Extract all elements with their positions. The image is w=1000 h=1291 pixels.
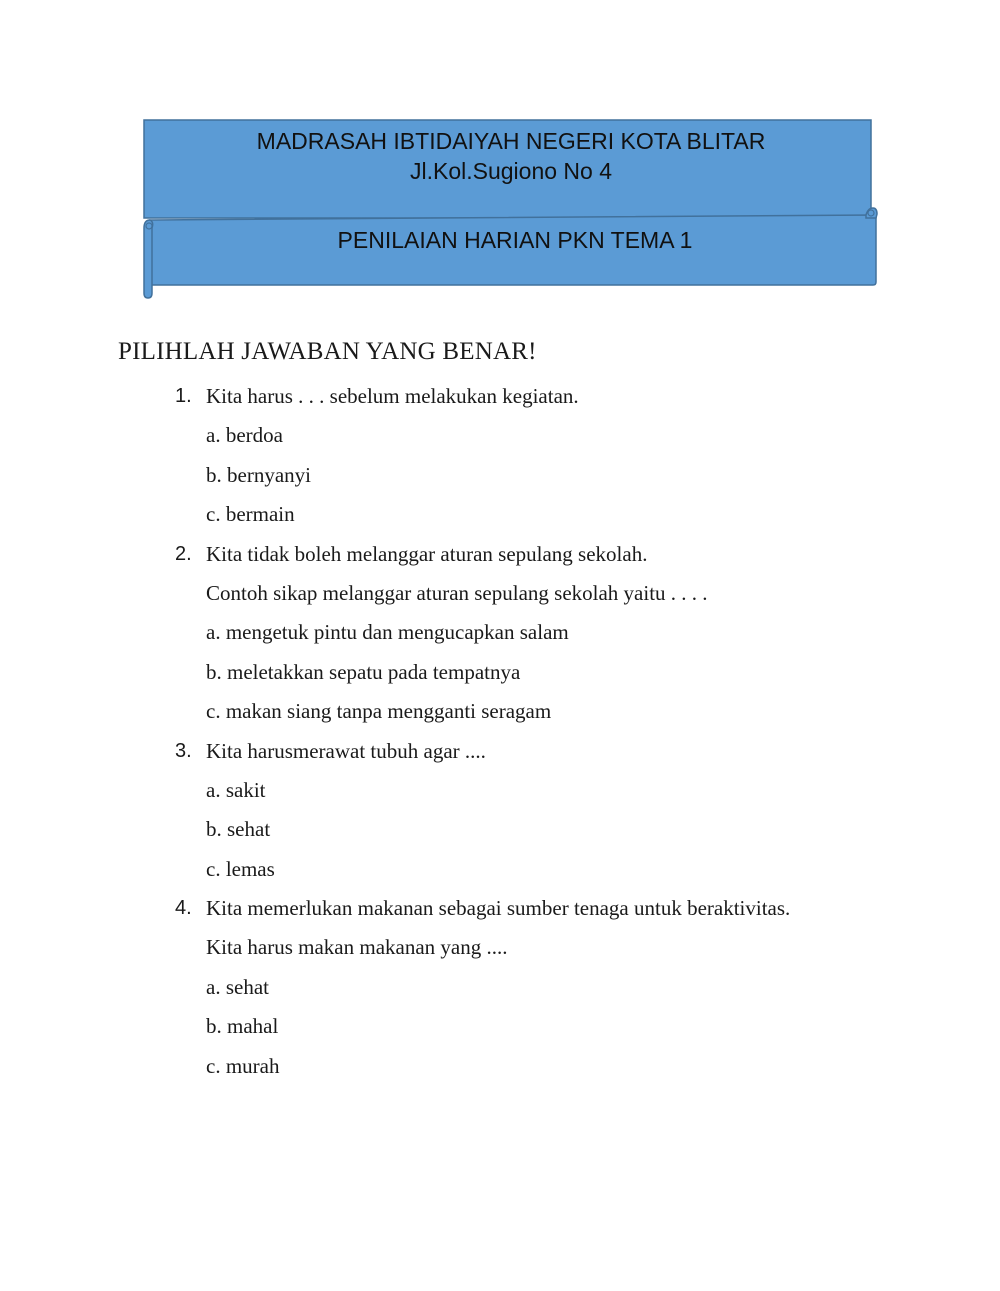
- answer-option[interactable]: [0, 972, 1000, 1011]
- question-row: [0, 893, 1000, 932]
- instruction-heading: PILIHLAH JAWABAN YANG BENAR!: [118, 338, 537, 365]
- answer-option-label: c. bermain: [206, 502, 295, 527]
- answer-option-label: c. lemas: [206, 856, 275, 881]
- answer-option-label: a. sehat: [206, 974, 269, 999]
- header-banner: [140, 118, 882, 300]
- question-text: Kita harus . . . sebelum melakukan kegiatan.: [206, 384, 579, 408]
- answer-option-label: b. bernyanyi: [206, 462, 311, 487]
- question-continuation-row: [0, 932, 1000, 971]
- answer-option-label: c. makan siang tanpa mengganti seragam: [206, 699, 552, 724]
- answer-option-label: b. meletakkan sepatu pada tempatnya: [206, 659, 521, 684]
- answer-option[interactable]: [0, 1051, 1000, 1090]
- answer-option-label: a. berdoa: [206, 423, 283, 448]
- answer-option[interactable]: [0, 657, 1000, 696]
- answer-option[interactable]: [0, 775, 1000, 814]
- question-number: 4.: [175, 897, 192, 920]
- answer-option[interactable]: [0, 814, 1000, 853]
- question-text: Kita harus makan makanan yang ....: [206, 935, 508, 960]
- question-number: 1.: [175, 385, 192, 407]
- answer-option[interactable]: [0, 460, 1000, 499]
- question-row: [0, 736, 1000, 775]
- question-text: Kita tidak boleh melanggar aturan sepulang sekolah.: [206, 541, 648, 566]
- exam-title: PENILAIAN HARIAN PKN TEMA 1: [337, 227, 693, 253]
- answer-option[interactable]: [0, 696, 1000, 735]
- answer-option[interactable]: [0, 854, 1000, 893]
- answer-option-label: a. mengetuk pintu dan mengucapkan salam: [206, 620, 569, 645]
- answer-option[interactable]: [0, 617, 1000, 656]
- answer-option-label: c. murah: [206, 1053, 280, 1078]
- question-continuation-row: [0, 578, 1000, 617]
- answer-option[interactable]: [0, 1011, 1000, 1050]
- question-number: 3.: [175, 739, 192, 762]
- answer-option[interactable]: [0, 499, 1000, 538]
- school-address: Jl.Kol.Sugiono No 4: [409, 158, 612, 184]
- question-list: [0, 381, 1000, 1090]
- answer-option-label: b. mahal: [206, 1014, 279, 1039]
- answer-option-label: b. sehat: [206, 817, 271, 842]
- question-row: [0, 539, 1000, 578]
- question-text: Kita harusmerawat tubuh agar ....: [206, 738, 486, 763]
- question-text: Kita memerlukan makanan sebagai sumber tenaga untuk beraktivitas.: [206, 896, 791, 921]
- question-text: Contoh sikap melanggar aturan sepulang sekolah yaitu . . . .: [206, 580, 708, 605]
- question-number: 2.: [175, 542, 192, 565]
- question-row: [0, 381, 1000, 420]
- school-name: MADRASAH IBTIDAIYAH NEGERI KOTA BLITAR: [256, 128, 766, 154]
- answer-option[interactable]: [0, 420, 1000, 459]
- answer-option-label: a. sakit: [206, 777, 266, 802]
